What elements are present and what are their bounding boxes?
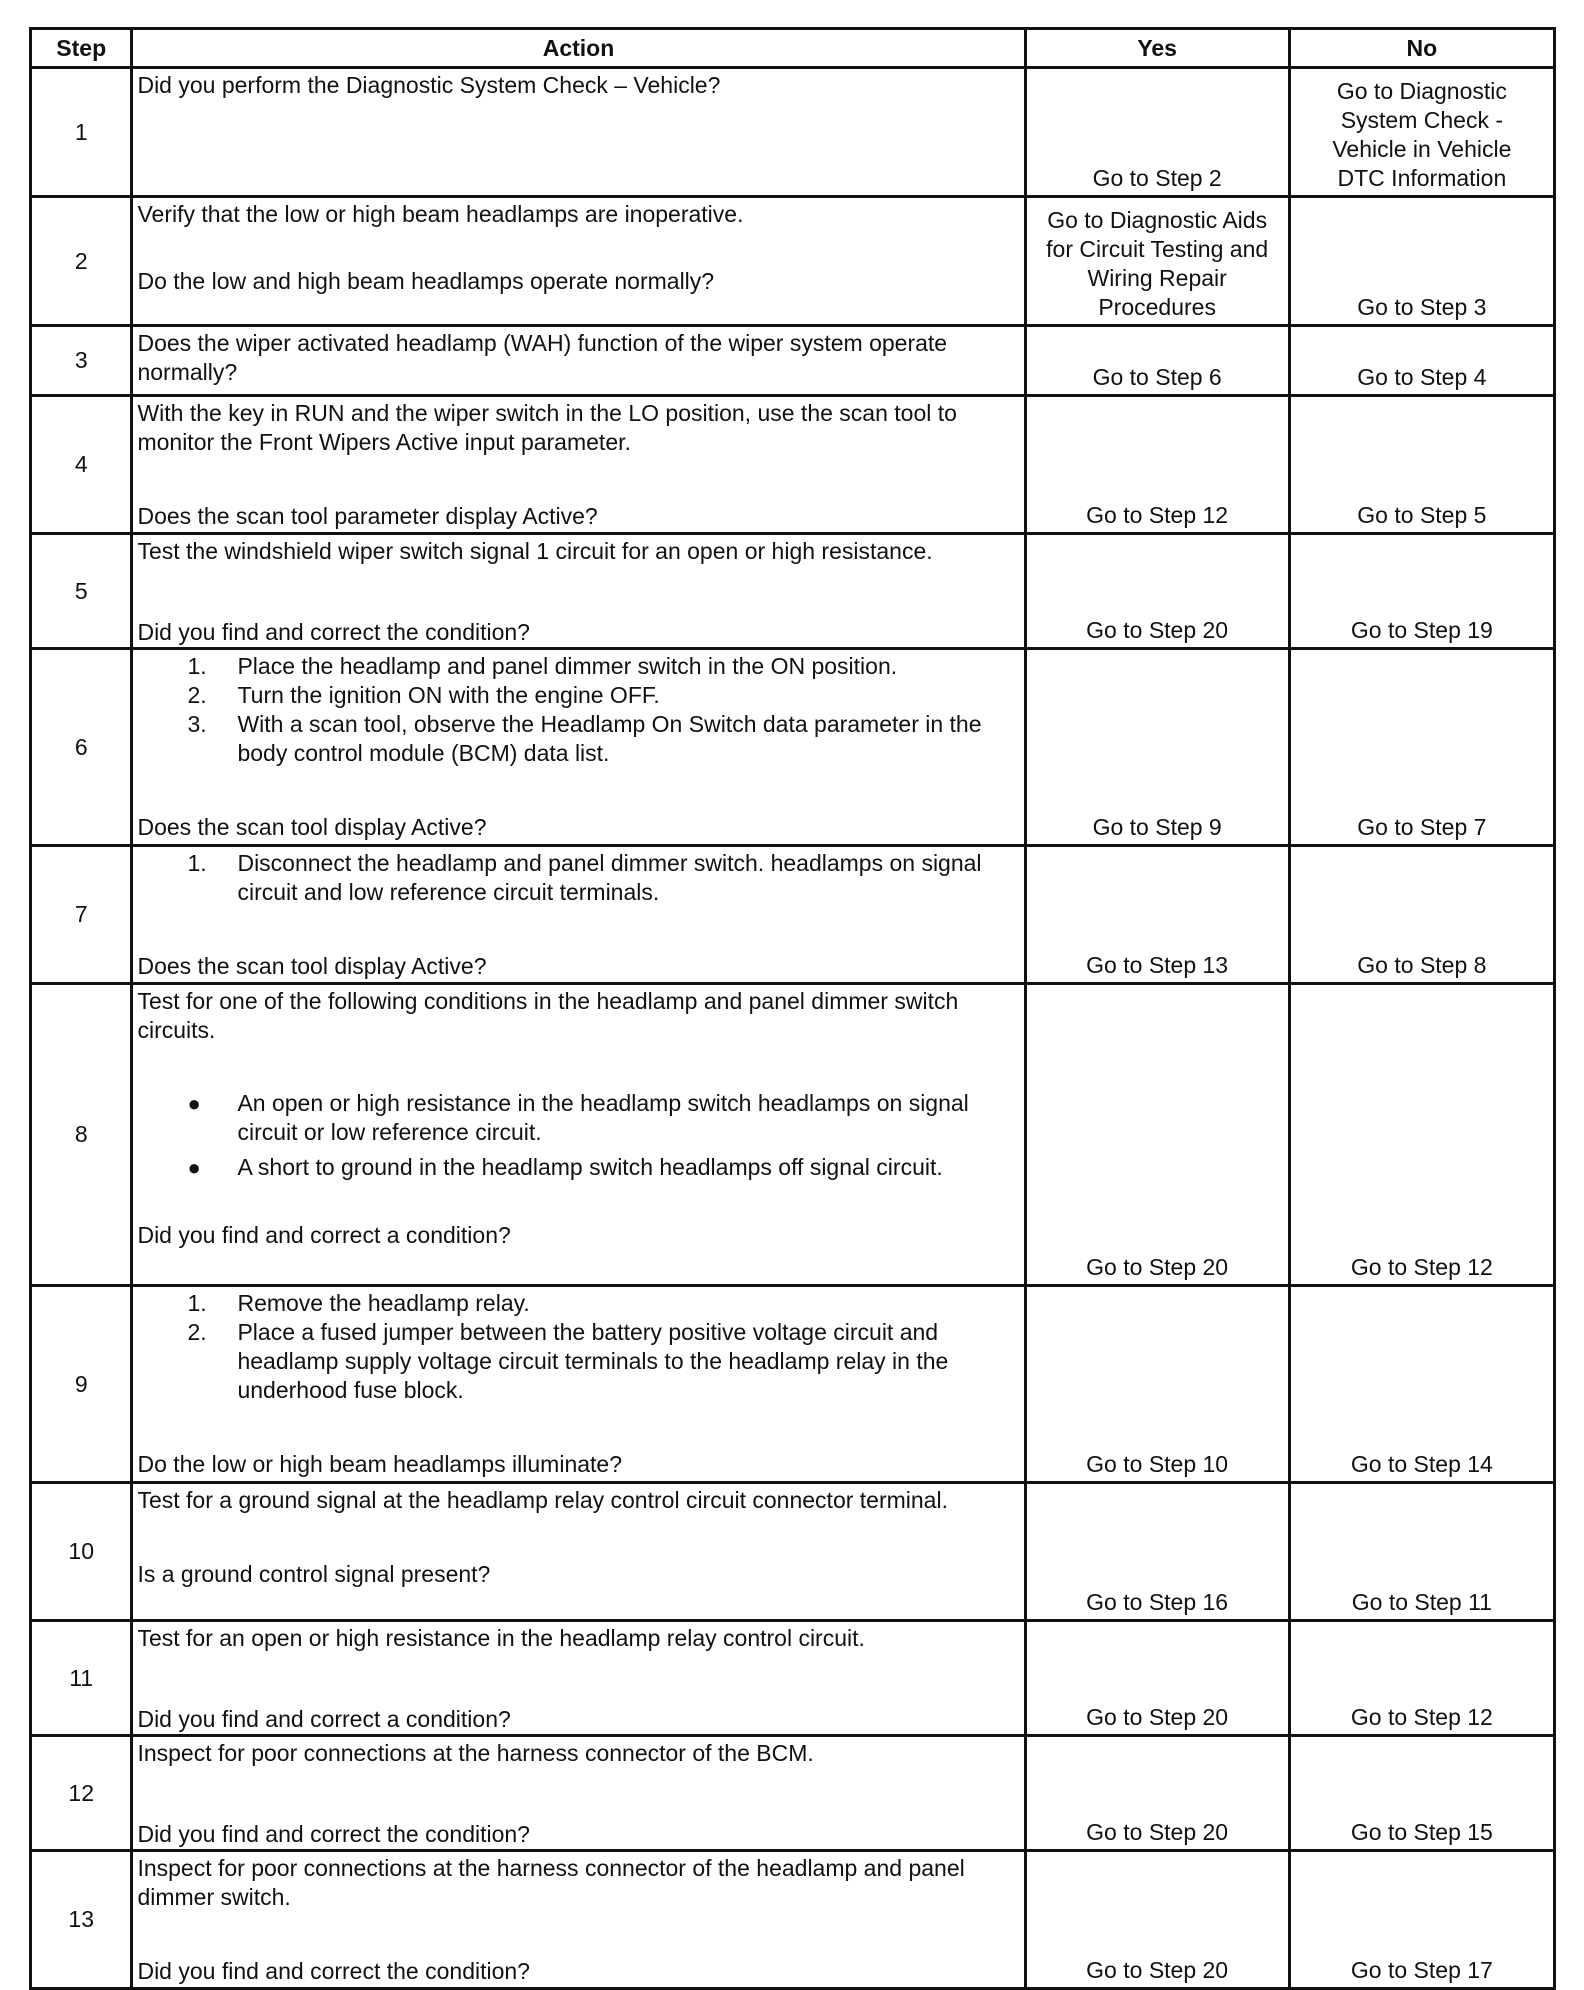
step-number: 2 (31, 197, 132, 326)
yes-line: Wiring Repair (1087, 265, 1227, 291)
table-row (31, 68, 1555, 197)
no-line: System Check - (1340, 107, 1504, 133)
yes-cell: Go to Step 20 (1025, 1736, 1289, 1851)
step-number: 5 (31, 534, 132, 649)
action-cell (132, 197, 1025, 326)
no-line: DTC Information (1337, 165, 1507, 191)
action-text: Inspect for poor connections at the harness connector of the headlamp and panel dimmer switch. (137, 1855, 965, 1910)
step-number: 9 (31, 1286, 132, 1483)
action-cell (132, 1851, 1025, 1989)
yes-cell (1025, 197, 1289, 326)
action-question: Is a ground control signal present? (137, 1561, 491, 1587)
step-number: 1 (31, 68, 132, 197)
step-number: 11 (31, 1621, 132, 1736)
table-row (31, 534, 1555, 649)
table-row (31, 326, 1555, 396)
yes-line: Procedures (1098, 294, 1216, 320)
yes-cell: Go to Step 20 (1025, 534, 1289, 649)
table-row (31, 1736, 1555, 1851)
step-number: 13 (31, 1851, 132, 1989)
action-question: Did you find and correct a condition? (137, 1222, 511, 1248)
yes-cell: Go to Step 20 (1025, 1851, 1289, 1989)
header-action: Action (132, 29, 1025, 68)
no-cell (1289, 68, 1554, 197)
action-cell (132, 396, 1025, 534)
list-item: 2. Place a fused jumper between the battery positive voltage circuit and headlamp supply voltage circuit terminals to the headlamp relay in the underhood fuse block. (137, 1318, 1019, 1405)
action-cell (132, 68, 1025, 197)
action-question: Do the low and high beam headlamps operate normally? (137, 268, 715, 294)
yes-cell: Go to Step 20 (1025, 984, 1289, 1286)
table-row (31, 1483, 1555, 1621)
no-cell: Go to Step 17 (1289, 1851, 1554, 1989)
list-item: ● An open or high resistance in the headlamp switch headlamps on signal circuit or low reference circuit. (137, 1089, 1019, 1147)
action-text: Test the windshield wiper switch signal 1 circuit for an open or high resistance. (137, 538, 933, 564)
list-item-text: Place the headlamp and panel dimmer switch in the ON position. (237, 653, 898, 679)
list-item: ● A short to ground in the headlamp switch headlamps off signal circuit. (187, 1154, 943, 1180)
action-question: Did you find and correct the condition? (137, 1821, 530, 1847)
numbered-list (137, 849, 1019, 907)
list-item-text: Place a fused jumper between the battery positive voltage circuit and headlamp supply voltage circuit terminals to the headlamp relay in the underhood fuse block. (237, 1319, 949, 1403)
no-line: Go to Diagnostic (1336, 78, 1507, 104)
action-text: Test for one of the following conditions in the headlamp and panel dimmer switch circuits. (137, 988, 959, 1043)
header-no: No (1289, 29, 1554, 68)
list-item-text: With a scan tool, observe the Headlamp On Switch data parameter in the body control module (BCM) data list. (237, 711, 982, 766)
yes-cell: Go to Step 13 (1025, 846, 1289, 984)
yes-cell: Go to Step 12 (1025, 396, 1289, 534)
yes-cell: Go to Step 10 (1025, 1286, 1289, 1483)
list-item-text: Remove the headlamp relay. (237, 1290, 530, 1316)
yes-cell: Go to Step 2 (1025, 68, 1289, 197)
action-question: Does the scan tool display Active? (137, 953, 487, 979)
action-cell (132, 1483, 1025, 1621)
no-cell: Go to Step 12 (1289, 984, 1554, 1286)
yes-line: Go to Diagnostic Aids (1047, 207, 1268, 233)
action-text: Does the wiper activated headlamp (WAH) function of the wiper system operate normally? (137, 330, 948, 385)
no-cell: Go to Step 15 (1289, 1736, 1554, 1851)
action-question: Did you find and correct a condition? (137, 1706, 511, 1732)
numbered-list (137, 1289, 1019, 1405)
no-line: Vehicle in Vehicle (1332, 136, 1512, 162)
yes-line: for Circuit Testing and (1046, 236, 1269, 262)
action-text: Inspect for poor connections at the harness connector of the BCM. (137, 1740, 814, 1766)
table-row (31, 396, 1555, 534)
list-item: 1. Remove the headlamp relay. (187, 1290, 530, 1316)
step-number: 4 (31, 396, 132, 534)
no-cell: Go to Step 14 (1289, 1286, 1554, 1483)
list-item: 1. Disconnect the headlamp and panel dimmer switch. headlamps on signal circuit and low reference circuit terminals. (137, 849, 1019, 907)
action-cell (132, 984, 1025, 1286)
action-cell (132, 649, 1025, 846)
bullet-list (137, 1089, 1019, 1182)
list-item: 1. Place the headlamp and panel dimmer switch in the ON position. (187, 653, 898, 679)
step-number: 8 (31, 984, 132, 1286)
action-text: With the key in RUN and the wiper switch in the LO position, use the scan tool to monitor the Front Wipers Active input parameter. (137, 400, 957, 455)
action-question: Do the low or high beam headlamps illuminate? (137, 1451, 623, 1477)
header-step: Step (31, 29, 132, 68)
yes-cell: Go to Step 9 (1025, 649, 1289, 846)
action-cell (132, 1621, 1025, 1736)
table-row (31, 649, 1555, 846)
action-cell (132, 846, 1025, 984)
action-question: Does the scan tool parameter display Active? (137, 503, 598, 529)
action-cell (132, 1286, 1025, 1483)
action-cell (132, 1736, 1025, 1851)
no-cell: Go to Step 11 (1289, 1483, 1554, 1621)
action-question: Did you find and correct the condition? (137, 619, 530, 645)
no-cell: Go to Step 7 (1289, 649, 1554, 846)
no-cell: Go to Step 12 (1289, 1621, 1554, 1736)
list-item: 2. Turn the ignition ON with the engine OFF. (187, 682, 660, 708)
action-text: Test for a ground signal at the headlamp relay control circuit connector terminal. (137, 1487, 948, 1513)
table-row (31, 1286, 1555, 1483)
step-number: 3 (31, 326, 132, 396)
no-cell: Go to Step 19 (1289, 534, 1554, 649)
no-cell: Go to Step 5 (1289, 396, 1554, 534)
step-number: 6 (31, 649, 132, 846)
table-row (31, 197, 1555, 326)
table-row (31, 1621, 1555, 1736)
table-row (31, 1851, 1555, 1989)
numbered-list (137, 652, 1019, 768)
header-row (31, 29, 1555, 68)
table-row (31, 984, 1555, 1286)
no-cell: Go to Step 4 (1289, 326, 1554, 396)
step-number: 12 (31, 1736, 132, 1851)
action-text: Verify that the low or high beam headlamps are inoperative. (137, 201, 744, 227)
action-text: Test for an open or high resistance in the headlamp relay control circuit. (137, 1625, 865, 1651)
step-number: 7 (31, 846, 132, 984)
table-row (31, 846, 1555, 984)
list-item-text: A short to ground in the headlamp switch headlamps off signal circuit. (237, 1154, 943, 1180)
list-item: 3. With a scan tool, observe the Headlamp On Switch data parameter in the body control module (BCM) data list. (137, 710, 1019, 768)
list-item-text: Turn the ignition ON with the engine OFF. (237, 682, 660, 708)
step-number: 10 (31, 1483, 132, 1621)
no-cell: Go to Step 8 (1289, 846, 1554, 984)
header-yes: Yes (1025, 29, 1289, 68)
action-question: Does the scan tool display Active? (137, 814, 487, 840)
diagnostic-table (29, 27, 1556, 1990)
no-cell: Go to Step 3 (1289, 197, 1554, 326)
action-text: Did you perform the Diagnostic System Check – Vehicle? (137, 72, 721, 98)
list-item-text: Disconnect the headlamp and panel dimmer switch. headlamps on signal circuit and low reference circuit terminals. (237, 850, 982, 905)
action-question: Did you find and correct the condition? (137, 1958, 530, 1984)
yes-cell: Go to Step 20 (1025, 1621, 1289, 1736)
yes-cell: Go to Step 6 (1025, 326, 1289, 396)
action-cell (132, 534, 1025, 649)
yes-cell: Go to Step 16 (1025, 1483, 1289, 1621)
action-cell (132, 326, 1025, 396)
list-item-text: An open or high resistance in the headlamp switch headlamps on signal circuit or low reference circuit. (237, 1090, 969, 1145)
